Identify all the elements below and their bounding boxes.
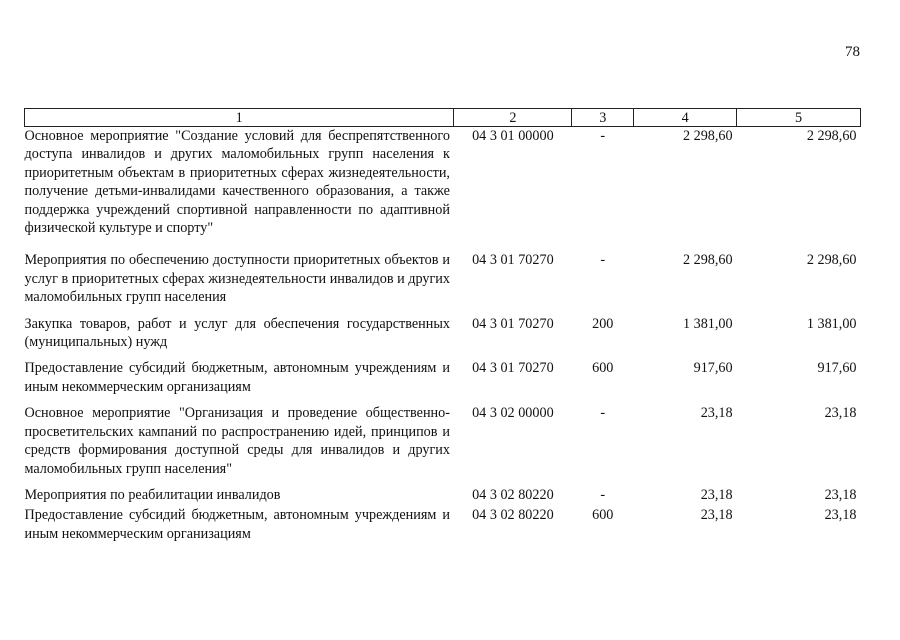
row-name: Основное мероприятие "Создание условий для беспрепятственного доступа инвалидов и других маломобильных групп населения к приоритетным объектам в приоритетных сферах жизнедеятельности, получение детьми-инвалидами качественного образования, а также поддержка учреждений спортивной направленности по адаптивной физической культуре и спорту" (24, 128, 450, 237)
budget-table (24, 108, 861, 543)
row-vr: - (600, 252, 606, 269)
row-sum-2: 2 298,60 (806, 128, 857, 144)
row-sum-2: 23,18 (824, 486, 857, 503)
table-row (25, 404, 861, 486)
row-code: 04 3 01 00000 (472, 128, 554, 144)
table-row (25, 127, 861, 252)
header-col-3: 3 (572, 109, 634, 127)
row-sum-1: 23,18 (700, 486, 733, 503)
table-row (25, 506, 861, 543)
row-sum-1: 23,18 (700, 507, 733, 524)
row-sum-2: 1 381,00 (806, 315, 857, 332)
row-vr: - (600, 486, 606, 503)
header-col-4: 4 (634, 109, 737, 127)
row-name: Предоставление субсидий бюджетным, автономным учреждениям и иным некоммерческим организациям (24, 360, 450, 395)
row-code: 04 3 01 70270 (472, 315, 554, 332)
row-name: Предоставление субсидий бюджетным, автономным учреждениям и иным некоммерческим организациям (24, 507, 450, 542)
row-sum-2: 2 298,60 (806, 252, 857, 269)
header-col-1: 1 (25, 109, 454, 127)
table-row (25, 359, 861, 404)
row-vr: 200 (592, 315, 614, 332)
row-name: Мероприятия по обеспечению доступности приоритетных объектов и услуг в приоритетных сферах жизнедеятельности инвалидов и других маломобильных групп населения (24, 252, 450, 306)
row-code: 04 3 02 00000 (472, 405, 554, 422)
row-vr: - (600, 405, 606, 422)
row-name: Закупка товаров, работ и услуг для обеспечения государственных (муниципальных) нужд (24, 315, 450, 351)
page-number: 78 (845, 44, 860, 60)
row-name: Мероприятия по реабилитации инвалидов (24, 486, 281, 503)
row-name: Основное мероприятие "Организация и проведение общественно-просветительских кампаний по распространению идей, принципов и средств формирования доступной среды для инвалидов и других маломобильных групп населения" (24, 405, 450, 477)
row-code: 04 3 02 80220 (472, 486, 554, 503)
table-row (25, 251, 861, 314)
row-sum-2: 23,18 (824, 507, 857, 524)
row-sum-1: 1 381,00 (682, 315, 733, 332)
table-header-row (25, 109, 861, 127)
row-code: 04 3 01 70270 (472, 252, 554, 269)
table-row (25, 486, 861, 506)
header-col-2: 2 (454, 109, 572, 127)
row-sum-2: 23,18 (824, 405, 857, 422)
row-code: 04 3 02 80220 (472, 507, 554, 524)
row-sum-1: 23,18 (700, 405, 733, 422)
row-vr: - (600, 128, 606, 144)
row-sum-1: 2 298,60 (682, 252, 733, 269)
row-sum-2: 917,60 (817, 360, 857, 377)
row-vr: 600 (592, 360, 614, 377)
row-sum-1: 917,60 (693, 360, 733, 377)
row-vr: 600 (592, 507, 614, 524)
table-row (25, 315, 861, 360)
row-code: 04 3 01 70270 (472, 360, 554, 377)
header-col-5: 5 (737, 109, 861, 127)
row-sum-1: 2 298,60 (682, 128, 733, 144)
